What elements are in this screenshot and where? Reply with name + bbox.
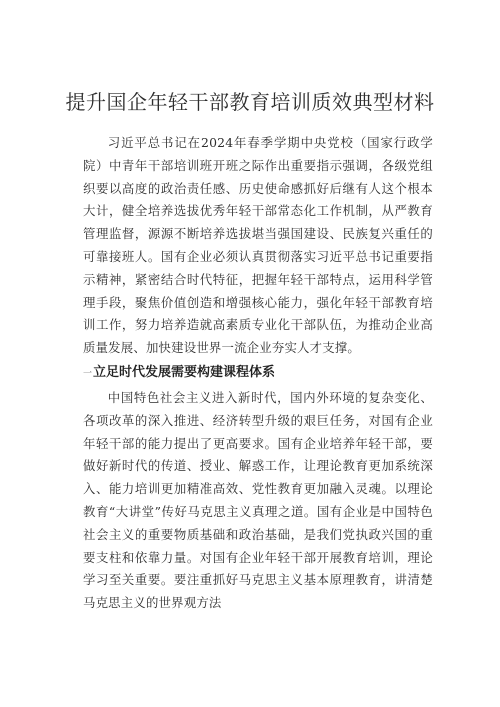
- section-heading-prefix: 一: [83, 368, 93, 379]
- section-heading: [83, 360, 433, 387]
- section-heading-text: 立足时代发展需要构建课程体系: [93, 364, 276, 380]
- intro-paragraph: 习近平总书记在2024年春季学期中央党校（国家行政学院）中青年干部培训班开班之际作出重要指示强调，各级党组织要以高度的政治责任感、历史使命感抓好后继有人这个根本大计，健全培养选拔优秀年轻干部常态化工作机制，从严教育管理监督，源源不断培养选拔堪当强国建设、民族复兴重任的可靠接班人。国有企业必须认真贯彻落实习近平总书记重要指示精神，紧密结合时代特征，把握年轻干部特点，运用科学管理手段，聚焦价值创造和增强核心能力，强化年轻干部教育培训工作，努力培养造就高素质专业化干部队伍，为推动企业高质量发展、加快建设世界一流企业夯实人才支撑。: [83, 135, 433, 356]
- section-paragraph: 中国特色社会主义进入新时代，国内外环境的复杂变化、各项改革的深入推进、经济转型升级的艰巨任务，对国有企业年轻干部的能力提出了更高要求。国有企业培养年轻干部，要做好新时代的传道、授业、解惑工作，让理论教育更加系统深入、能力培训更加精准高效、党性教育更加融入灵魂。以理论教育“大讲堂”传好马克思主义真理之道。国有企业是中国特色社会主义的重要物质基础和政治基础，是我们党执政兴国的重要支柱和依靠力量。对国有企业年轻干部开展教育培训，理论学习至关重要。要注重抓好马克思主义基本原理教育，讲清楚马克思主义的世界观方法: [83, 389, 433, 611]
- document-body: [83, 132, 433, 615]
- document-title: 提升国企年轻干部教育培训质效典型材料: [65, 90, 435, 114]
